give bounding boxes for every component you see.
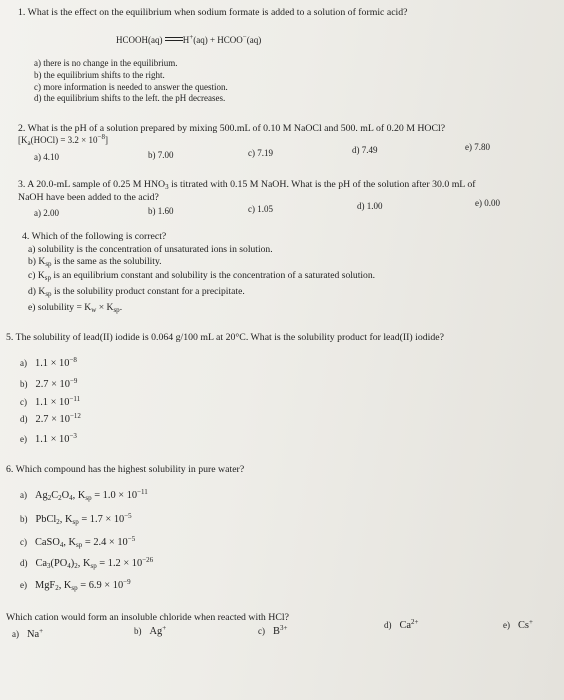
- q4-option-c: c) $K_{sp}$ is an equilibrium constant and solubility is the concentration of a saturated solution.: [28, 270, 376, 282]
- q3-option-e: e) 0.00: [475, 198, 500, 208]
- q3-text-line2: NaOH have been added to the acid?: [18, 192, 159, 203]
- q2-option-b: b) 7.00: [148, 150, 174, 160]
- q7-option-e: e) Cs+: [503, 618, 533, 631]
- q7-text: Which cation would form an insoluble chloride when reacted with HCl?: [6, 612, 289, 623]
- q2-option-a: a) 4.10: [34, 152, 59, 162]
- q6-option-b: b) PbCl$_2$, $K_{sp} = 1.7 \times 10^{-5}$: [20, 512, 132, 526]
- q1-equation: HCOOH(aq) H+(aq) + HCOO−(aq): [116, 33, 262, 45]
- q5-text: 5. The solubility of lead(II) iodide is 0.064 g/100 mL at 20°C. What is the solubility product for lead(II) iodide?: [6, 332, 444, 343]
- q4-option-e: e) solubility = $K_w \times K_{sp}$.: [28, 302, 123, 314]
- q1-option-a: a) there is no change in the equilibrium.: [34, 58, 178, 68]
- q4-text: 4. Which of the following is correct?: [22, 231, 167, 242]
- q3-option-b: b) 1.60: [148, 206, 174, 216]
- q1-option-b: b) the equilibrium shifts to the right.: [34, 70, 165, 80]
- q6-option-d: d) $Ca_3(PO_4)_2$, $K_{sp} = 1.2 \times 10^{-26}$: [20, 556, 154, 570]
- q7-option-b: b) Ag+: [134, 624, 167, 637]
- q5-option-e: e) $1.1 \times 10^{-3}$: [20, 432, 77, 445]
- q2-option-c: c) 7.19: [248, 148, 273, 158]
- q7-option-d: d) $Ca^{2+}$: [384, 618, 419, 631]
- q6-text: 6. Which compound has the highest solubility in pure water?: [6, 464, 245, 475]
- q2-text: 2. What is the pH of a solution prepared by mixing 500.mL of 0.10 M NaOCl and 500. mL of 0.20 M HOCl?: [18, 123, 446, 134]
- q2-ka: $[K_a(HOCl) = 3.2 \times 10^{-8}]$: [18, 133, 108, 147]
- q3-text-line1: 3. A 20.0-mL sample of 0.25 M $HNO_3$ is titrated with 0.15 M NaOH. What is the pH of the solution after 30.0 mL of: [18, 179, 476, 191]
- q4-option-a: a) solubility is the concentration of unsaturated ions in solution.: [28, 244, 273, 255]
- q7-option-c: c) $B^{3+}$: [258, 624, 288, 637]
- q4-option-b: b) $K_{sp}$ is the same as the solubility.: [28, 256, 162, 268]
- q2-option-e: e) 7.80: [465, 142, 490, 152]
- q5-option-c: c) $1.1 \times 10^{-11}$: [20, 395, 81, 408]
- q5-option-a: a) $1.1 \times 10^{-8}$: [20, 356, 77, 369]
- q6-option-a: a) $Ag_2C_2O_4$, $K_{sp} = 1.0 \times 10^{-11}$: [20, 488, 148, 502]
- q3-option-a: a) 2.00: [34, 208, 59, 218]
- q2-option-d: d) 7.49: [352, 145, 378, 155]
- q5-option-d: d) $2.7 \times 10^{-12}$: [20, 412, 81, 425]
- q4-option-d: d) $K_{sp}$ is the solubility product constant for a precipitate.: [28, 286, 245, 298]
- q7-option-a: a) Na+: [12, 627, 44, 640]
- equilibrium-arrow-icon: [165, 35, 183, 42]
- q6-option-c: c) CaSO$_4$, $K_{sp} = 2.4 \times 10^{-5}$: [20, 535, 136, 549]
- q6-option-e: e) MgF$_2$, $K_{sp} = 6.9 \times 10^{-9}$: [20, 578, 131, 592]
- q3-option-c: c) 1.05: [248, 204, 273, 214]
- q1-option-c: c) more information is needed to answer the question.: [34, 82, 228, 92]
- q1-text: 1. What is the effect on the equilibrium when sodium formate is added to a solution of formic acid?: [18, 7, 408, 18]
- q1-option-d: d) the equilibrium shifts to the left. the pH decreases.: [34, 93, 226, 103]
- q5-option-b: b) $2.7 \times 10^{-9}$: [20, 377, 78, 390]
- q3-option-d: d) 1.00: [357, 201, 383, 211]
